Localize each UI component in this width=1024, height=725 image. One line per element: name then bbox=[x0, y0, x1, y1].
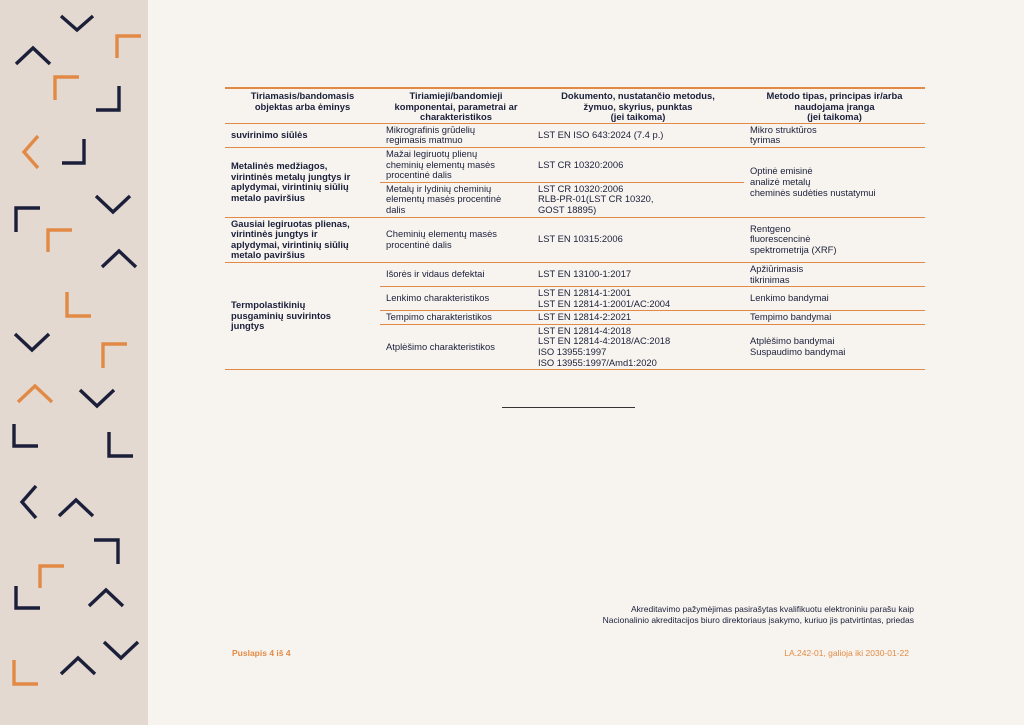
chevron-mark bbox=[48, 230, 72, 252]
table-header-row bbox=[225, 88, 925, 123]
header-object: Tiriamasis/bandomasis objektas arba ėminys bbox=[225, 88, 380, 123]
chevron-mark bbox=[96, 196, 130, 212]
signature-note: Akreditavimo pažymėjimas pasirašytas kvalifikuotu elektroniniu parašu kaip Nacionalinio akreditacijos biuro direktoriaus įsakymo, kuriuo jis patvirtintas, priedas bbox=[602, 604, 914, 625]
chevron-mark bbox=[109, 432, 133, 456]
component-cell: Cheminių elementų masės procentinė dalis bbox=[380, 217, 532, 262]
method-cell: Mikro struktūros tyrimas bbox=[744, 123, 925, 147]
end-of-table-rule bbox=[502, 407, 635, 408]
component-cell: Mažai legiruotų plienų cheminių elementų masės procentinė dalis bbox=[380, 147, 532, 182]
table-row bbox=[225, 123, 925, 147]
table-row bbox=[225, 147, 925, 182]
method-cell: Atplėšimo bandymai Suspaudimo bandymai bbox=[744, 324, 925, 369]
document-cell: LST EN 12814-2:2021 bbox=[532, 311, 744, 325]
accreditation-scope-table bbox=[225, 87, 925, 370]
chevron-mark bbox=[104, 642, 138, 658]
chevron-mark bbox=[61, 16, 93, 30]
method-cell: Apžiūrimasis tikrinimas bbox=[744, 262, 925, 286]
document-cell: LST EN 13100-1:2017 bbox=[532, 262, 744, 286]
component-cell: Išorės ir vidaus defektai bbox=[380, 262, 532, 286]
chevron-mark bbox=[22, 486, 36, 518]
object-cell: Termpolastikinių pusgaminių suvirintos jungtys bbox=[225, 262, 380, 369]
document-cell: LST EN 10315:2006 bbox=[532, 217, 744, 262]
chevron-mark bbox=[55, 77, 79, 100]
chevron-pattern-graphic bbox=[0, 0, 148, 725]
component-cell: Atplėšimo charakteristikos bbox=[380, 324, 532, 369]
object-cell: suvirinimo siūlės bbox=[225, 123, 380, 147]
header-method: Metodo tipas, principas ir/arba naudojama įranga (jei taikoma) bbox=[744, 88, 925, 123]
document-cell: LST CR 10320:2006 bbox=[532, 147, 744, 182]
chevron-mark bbox=[117, 36, 141, 58]
chevron-mark bbox=[67, 292, 91, 316]
table-row bbox=[225, 217, 925, 262]
chevron-mark bbox=[18, 386, 52, 402]
document-cell: LST CR 10320:2006 RLB-PR-01(LST CR 10320, GOST 18895) bbox=[532, 182, 744, 217]
chevron-mark bbox=[96, 86, 119, 110]
chevron-mark bbox=[89, 590, 123, 606]
chevron-mark bbox=[16, 208, 40, 232]
component-cell: Tempimo charakteristikos bbox=[380, 311, 532, 325]
component-cell: Lenkimo charakteristikos bbox=[380, 287, 532, 311]
object-cell: Gausiai legiruotas plienas, virintinės jungtys ir aplydymai, virintinių siūlių metalo paviršius bbox=[225, 217, 380, 262]
component-cell: Metalų ir lydinių cheminių elementų masės procentinė dalis bbox=[380, 182, 532, 217]
decorative-sidebar bbox=[0, 0, 148, 725]
method-cell: Optinė emisinė analizė metalų cheminės sudėties nustatymui bbox=[744, 147, 925, 217]
method-cell: Lenkimo bandymai bbox=[744, 287, 925, 311]
table-row bbox=[225, 262, 925, 286]
header-document: Dokumento, nustatančio metodus, žymuo, skyrius, punktas (jei taikoma) bbox=[532, 88, 744, 123]
document-cell: LST EN 12814-1:2001 LST EN 12814-1:2001/AC:2004 bbox=[532, 287, 744, 311]
chevron-mark bbox=[16, 48, 50, 64]
method-cell: Tempimo bandymai bbox=[744, 311, 925, 325]
chevron-mark bbox=[103, 344, 127, 368]
chevron-mark bbox=[16, 586, 40, 608]
chevron-mark bbox=[14, 660, 38, 684]
object-cell: Metalinės medžiagos, virintinės metalų jungtys ir aplydymai, virintinių siūlių metalo paviršius bbox=[225, 147, 380, 217]
chevron-mark bbox=[62, 139, 84, 163]
chevron-mark bbox=[15, 334, 49, 350]
chevron-mark bbox=[40, 566, 64, 588]
chevron-mark bbox=[59, 500, 93, 516]
chevron-mark bbox=[24, 136, 38, 168]
document-cell: LST EN ISO 643:2024 (7.4 p.) bbox=[532, 123, 744, 147]
method-cell: Rentgeno fluorescencinė spektrometrija (XRF) bbox=[744, 217, 925, 262]
page-number: Puslapis 4 iš 4 bbox=[232, 648, 291, 658]
document-cell: LST EN 12814-4:2018 LST EN 12814-4:2018/AC:2018 ISO 13955:1997 ISO 13955:1997/Amd1:2020 bbox=[532, 324, 744, 369]
document-id: LA.242-01, galioja iki 2030-01-22 bbox=[784, 648, 909, 658]
chevron-mark bbox=[80, 390, 114, 406]
header-components: Tiriamieji/bandomieji komponentai, parametrai ar charakteristikos bbox=[380, 88, 532, 123]
chevron-mark bbox=[61, 658, 95, 674]
component-cell: Mikrografinis grūdelių regimasis matmuo bbox=[380, 123, 532, 147]
chevron-mark bbox=[94, 540, 118, 564]
chevron-mark bbox=[14, 424, 38, 446]
chevron-mark bbox=[102, 251, 136, 267]
